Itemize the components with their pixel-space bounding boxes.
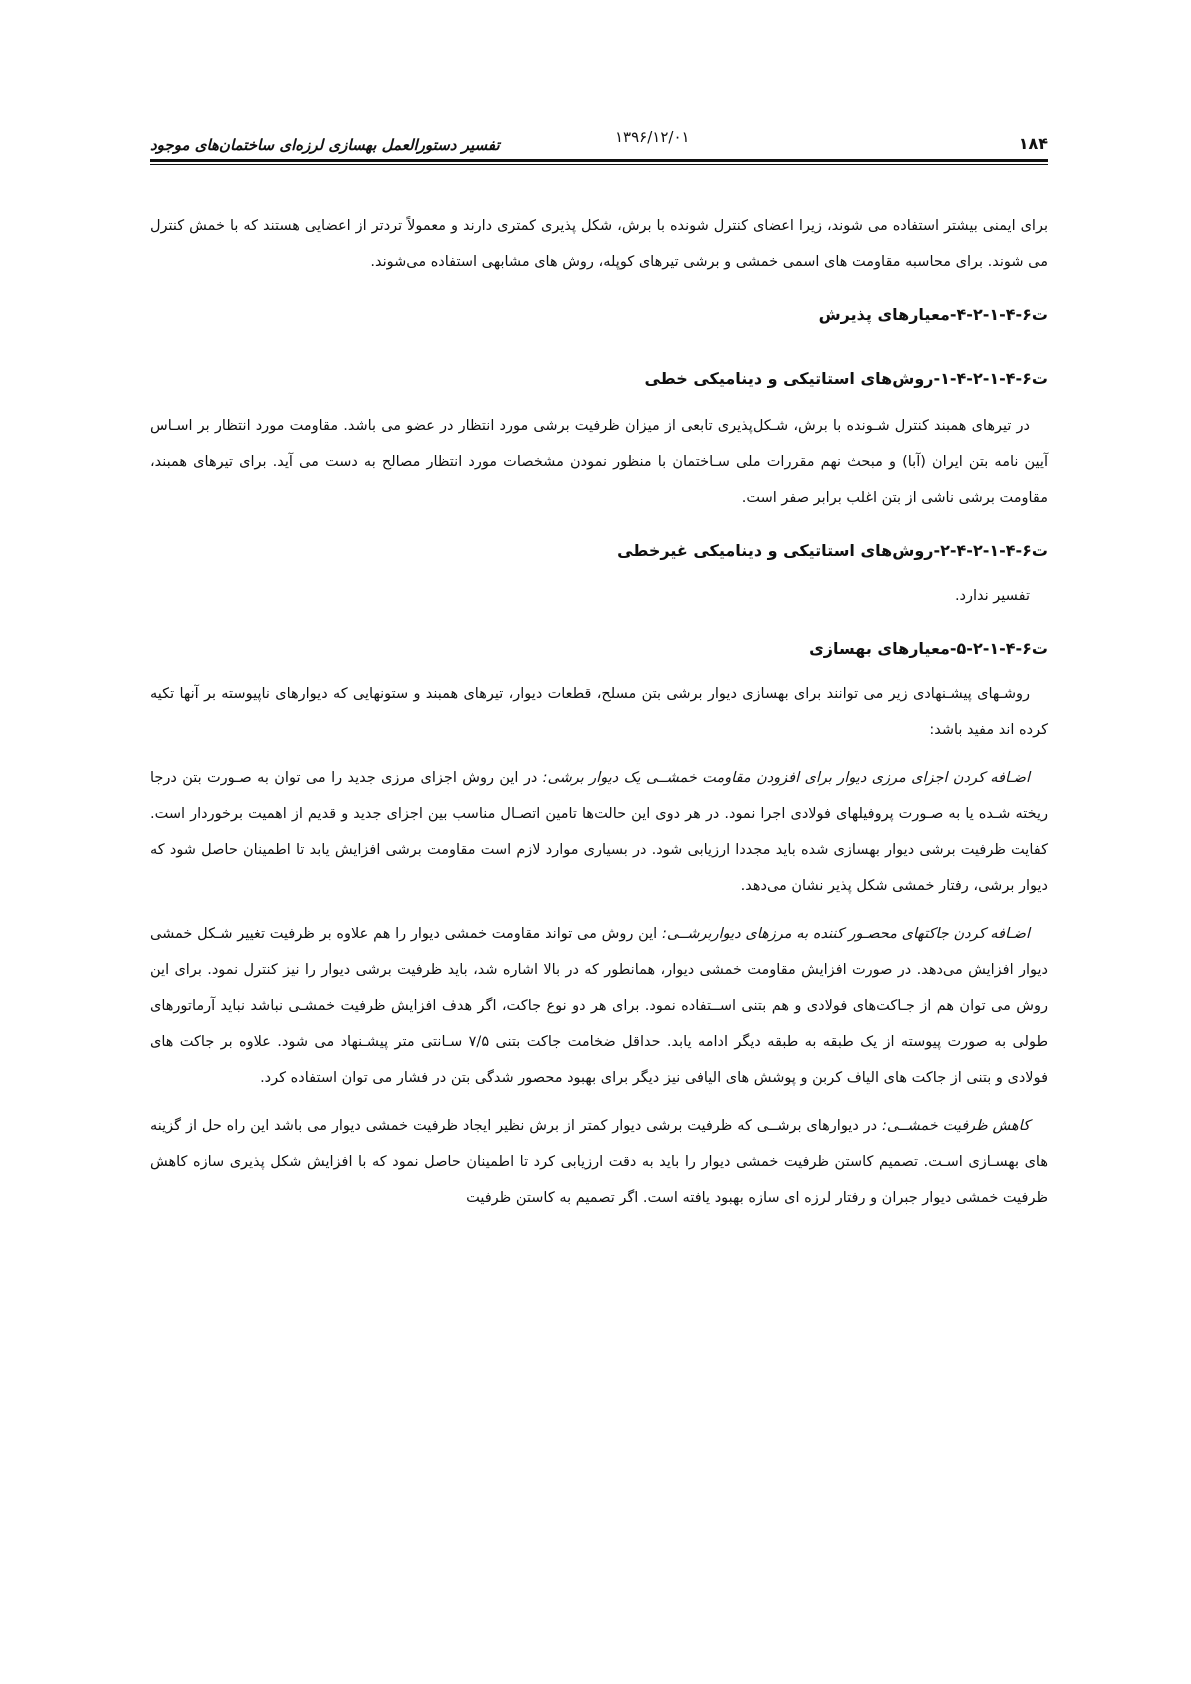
page-header [150, 128, 1048, 158]
page-number: ۱۸۴ [1018, 134, 1048, 153]
header-rule [150, 159, 1048, 165]
paragraph: تفسیر ندارد. [954, 588, 1030, 604]
paragraph: روشـهای پیشـنهادی زیر می توانند برای بهسازی دیوار برشی بتن مسلح، قطعات دیوار، تیرهای همبند و ستونهایی که دیوارهای ناپیوسته بر آنها تکیه کرده اند مفید باشد: [150, 686, 1048, 738]
section-heading: ت۶-۴-۱-۲-۴-۲-روش‌های استاتیکی و دینامیکی غیرخطی [617, 541, 1048, 560]
paragraph-text: این روش می تواند مقاومت خمشی دیوار را هم علاوه بر ظرفیت تغییر شـکل خمشی دیوار افزایش می‌دهد. در صورت افزایش مقاومت خمشی دیوار، همانطور که در بالا اشاره شد، باید ظرفیت برشی دیوار را نیز کنترل نمود. برای این روش می توان هم از جـاکت‌های فولادی و هم بتنی اســتفاده نمود. برای هر دو نوع جاکت، اگر هدف افزایش ظرفیت خمشـی نباشد نباید آرماتورهای طولی به صورت پیوسته از یک طبقه به طبقه دیگر ادامه یابد. حداقل ضخامت جاکت بتنی ۷/۵ سـانتی متر پیشـنهاد می شود. علاوه بر جاکت های فولادی و بتنی از جاکت های الیاف کربن و پوشش های الیافی نیز دیگر برای بهبود محصور شدگی بتن در فشار می توان استفاده کرد. [150, 926, 1049, 1086]
header-date: ۱۳۹۶/۱۲/۰۱ [615, 128, 690, 146]
paragraph: در تیرهای همبند کنترل شـونده با برش، شـکل‌پذیری تابعی از میزان ظرفیت برشی مورد انتظار در عضو می باشد. مقاومت مورد انتظار بر اسـاس آیین نامه بتن ایران (آبا) و مبحث نهم مقررات ملی سـاختمان با منظور نمودن مشخصات مورد انتظار مصالح به دست می آید. برای تیرهای همبند، مقاومت برشی ناشی از بتن اغلب برابر صفر است. [150, 418, 1048, 506]
section-heading: ت۶-۴-۱-۲-۴-۱-روش‌های استاتیکی و دینامیکی خطی [644, 369, 1048, 388]
section-heading: ت۶-۴-۱-۲-۴-معیارهای پذیرش [818, 305, 1048, 324]
paragraph: برای ایمنی بیشتر استفاده می شوند، زیرا اعضای کنترل شونده با برش، شکل پذیری کمتری دارند و معمولاً تردتر از اعضایی هستند که با خمش کنترل می شوند. برای محاسبه مقاومت های اسمی خمشی و برشی تیرهای کوپله، روش های مشابهی استفاده می‌شوند. [150, 218, 1048, 270]
paragraph [150, 1108, 1048, 1216]
running-title: تفسیر دستورالعمل بهسازی لرزه‌ای ساختمان‌های موجود [150, 136, 500, 154]
paragraph [150, 760, 1048, 904]
page-body [150, 210, 1048, 1216]
paragraph-lead: کاهش ظرفیت خمشــی: [881, 1118, 1030, 1134]
paragraph-text: در دیوارهای برشــی که ظرفیت برشی دیوار کمتر از برش نظیر ایجاد ظرفیت خمشی دیوار می باشد این راه حل از گزینه های بهسـازی اسـت. تصمیم کاستن ظرفیت خمشی دیوار را باید به دقت ارزیابی کرد تا اطمینان حاصل نمود که با افزایش شکل پذیری سازه کاهش ظرفیت خمشی دیوار جبران و رفتار لرزه ای سازه بهبود یافته است. اگر تصمیم به کاستن ظرفیت [150, 1118, 1048, 1206]
paragraph [150, 916, 1048, 1096]
paragraph-lead: اضـافه کردن جاکتهای محصـور کننده به مرزهای دیواربرشــی: [661, 926, 1030, 942]
section-heading: ت۶-۴-۱-۲-۵-معیارهای بهسازی [809, 639, 1048, 658]
paragraph-lead: اضـافه کردن اجزای مرزی دیوار برای افزودن مقاومت خمشــی یک دیوار برشی: [542, 770, 1030, 786]
paragraph-text: در این روش اجزای مرزی جدید را می توان به صـورت بتن درجا ریخته شـده یا به صـورت پروفیلهای فولادی اجرا نمود. در هر دوی این حالت‌ها تامین اتصـال مناسب بین اجزای جدید و قدیم از اهمیت برخوردار است. کفایت ظرفیت برشی دیوار بهسازی شده باید مجددا ارزیابی شود. در بسیاری موارد لازم است مقاومت برشی افزایش یابد تا اطمینان حاصل شود که دیوار برشی، رفتار خمشی شکل پذیر نشان می‌دهد. [150, 770, 1048, 894]
